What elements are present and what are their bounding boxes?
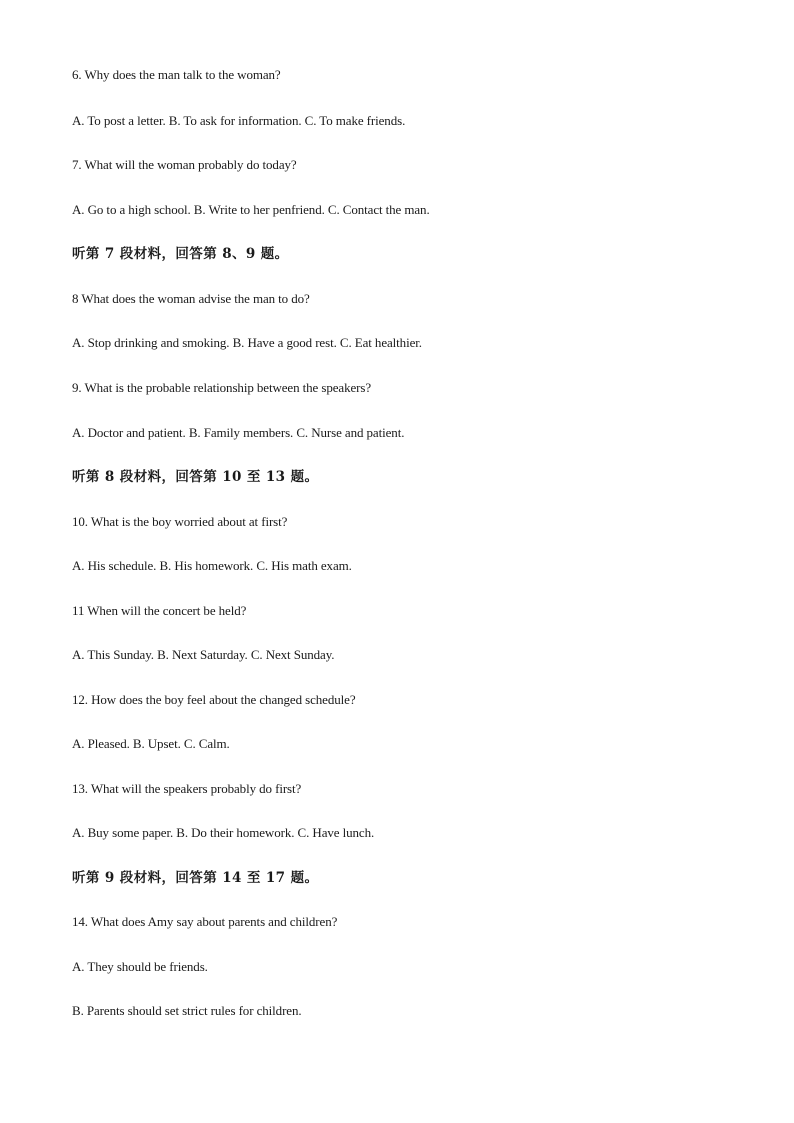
option-14-b: B. Parents should set strict rules for children. — [72, 1003, 302, 1018]
question-8: 8 What does the woman advise the man to do? — [72, 291, 310, 306]
question-14: 14. What does Amy say about parents and children? — [72, 914, 338, 929]
section-heading-9: 听第 9 段材料，回答第 14 至 17 题。 — [72, 870, 319, 886]
options-8: A. Stop drinking and smoking. B. Have a good rest. C. Eat healthier. — [72, 335, 422, 350]
option-14-a: A. They should be friends. — [72, 959, 208, 974]
options-12: A. Pleased. B. Upset. C. Calm. — [72, 736, 230, 751]
options-10: A. His schedule. B. His homework. C. His math exam. — [72, 558, 352, 573]
options-7: A. Go to a high school. B. Write to her penfriend. C. Contact the man. — [72, 202, 430, 217]
question-10: 10. What is the boy worried about at first? — [72, 514, 288, 529]
options-6: A. To post a letter. B. To ask for information. C. To make friends. — [72, 113, 406, 128]
question-11: 11 When will the concert be held? — [72, 603, 247, 618]
question-6: 6. Why does the man talk to the woman? — [72, 67, 281, 82]
options-13: A. Buy some paper. B. Do their homework. C. Have lunch. — [72, 825, 375, 840]
question-13: 13. What will the speakers probably do first? — [72, 781, 302, 796]
options-11: A. This Sunday. B. Next Saturday. C. Next Sunday. — [72, 647, 335, 662]
options-9: A. Doctor and patient. B. Family members. C. Nurse and patient. — [72, 425, 405, 440]
section-heading-7: 听第 7 段材料，回答第 8、9 题。 — [72, 246, 289, 262]
question-7: 7. What will the woman probably do today? — [72, 157, 297, 172]
question-12: 12. How does the boy feel about the changed schedule? — [72, 692, 356, 707]
question-9: 9. What is the probable relationship between the speakers? — [72, 380, 371, 395]
section-heading-8: 听第 8 段材料，回答第 10 至 13 题。 — [72, 469, 319, 485]
